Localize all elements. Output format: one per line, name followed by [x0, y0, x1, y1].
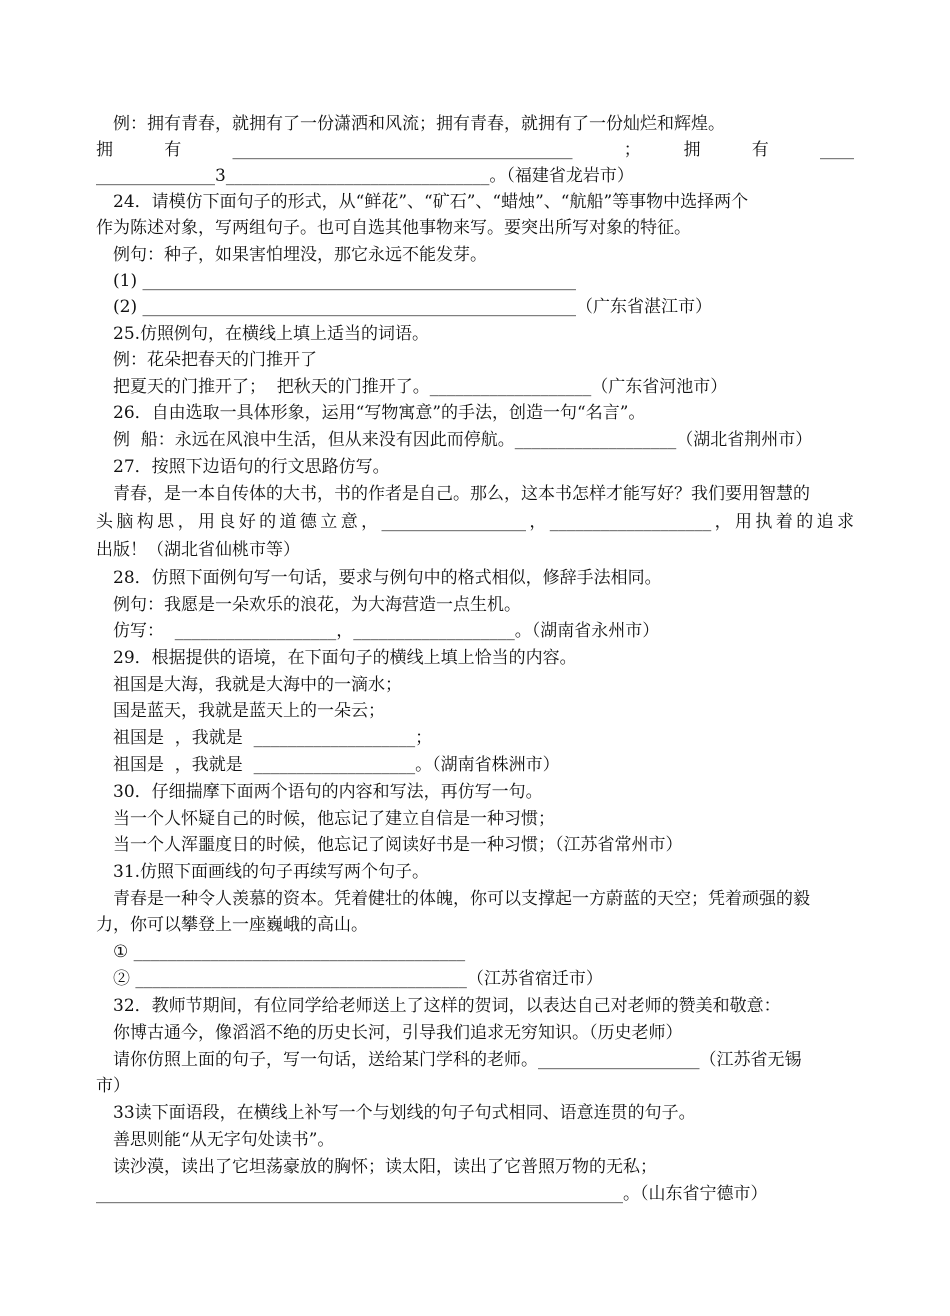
text-line: 例句：我愿是一朵欢乐的浪花，为大海营造一点生机。 — [113, 595, 521, 615]
text-line: ______________3_______________________________。（福建省龙岩市） — [96, 166, 634, 186]
text-line: 31.仿照下面画线的句子再续写两个句子。 — [113, 862, 430, 882]
text-line: 青春，是一本自传体的大书，书的作者是自己。那么，这本书怎样才能写好？我们要用智慧的 — [113, 484, 810, 504]
text-line: 祖国是 ，我就是 ___________________； — [113, 728, 433, 748]
text-line: 市） — [96, 1076, 130, 1096]
text-line: 仿写： ___________________，___________________。（湖南省永州市） — [113, 621, 660, 641]
text-line: 读沙漠，读出了它坦荡豪放的胸怀；读太阳，读出了它普照万物的无私； — [113, 1157, 657, 1177]
text-line: 请你仿照上面的句子，写一句话，送给某门学科的老师。___________________（江苏省无锡 — [113, 1050, 802, 1070]
text-line: 30．仔细揣摩下面两个语句的内容和写法，再仿写一句。 — [113, 782, 543, 802]
text-line: 力，你可以攀登上一座巍峨的高山。 — [96, 915, 368, 935]
text-line: (2) ___________________________________________________（广东省湛江市） — [113, 297, 712, 317]
text-line: 28．仿照下面例句写一句话，要求与例句中的格式相似，修辞手法相同。 — [113, 568, 662, 588]
text-line: 祖国是大海，我就是大海中的一滴水； — [113, 675, 402, 695]
text-line: 当一个人怀疑自己的时候，他忘记了建立自信是一种习惯； — [113, 809, 555, 829]
text-line: 青春是一种令人羡慕的资本。凭着健壮的体魄，你可以支撑起一方蔚蓝的天空；凭着顽强的毅 — [113, 889, 810, 909]
text-line: 例：拥有青春，就拥有了一份潇洒和风流；拥有青春，就拥有了一份灿烂和辉煌。 — [113, 114, 725, 134]
text-line: 例 船：永远在风浪中生活，但从来没有因此而停航。___________________（湖北省荆州市） — [113, 430, 813, 450]
text-line: 27．按照下边语句的行文思路仿写。 — [113, 457, 390, 477]
text-line: 国是蓝天，我就是蓝天上的一朵云； — [113, 701, 385, 721]
text-line: 32．教师节期间，有位同学给老师送上了这样的贺词，以表达自己对老师的赞美和敬意： — [113, 996, 781, 1016]
text-line: 24．请模仿下面句子的形式，从“鲜花”、“矿石”、“蜡烛”、“航船”等事物中选择两个 — [113, 192, 749, 212]
text-line: 29．根据提供的语境，在下面句子的横线上填上恰当的内容。 — [113, 648, 577, 668]
text-line: 善思则能“从无字句处读书”。 — [113, 1130, 335, 1150]
text-line: ② _______________________________________（江苏省宿迁市） — [113, 969, 603, 989]
text-line: 把夏天的门推开了； 把秋天的门推开了。___________________（广东省河池市） — [113, 377, 728, 397]
text-line: (1) ___________________________________________________ — [113, 271, 576, 291]
text-line: 26．自由选取一具体形象，运用“写物寓意”的手法，创造一句“名言”。 — [113, 403, 646, 423]
text-line: 例：花朵把春天的门推开了 — [113, 350, 317, 370]
text-line: 33读下面语段，在横线上补写一个与划线的句子句式相同、语意连贯的句子。 — [113, 1103, 696, 1123]
text-line: 作为陈述对象，写两组句子。也可自选其他事物来写。要突出所写对象的特征。 — [96, 218, 691, 238]
text-line: 出版！（湖北省仙桃市等） — [96, 540, 300, 560]
text-line: 25.仿照例句，在横线上填上适当的词语。 — [113, 324, 430, 344]
text-line: 例句：种子，如果害怕埋没，那它永远不能发芽。 — [113, 245, 487, 265]
text-line: ① _______________________________________ — [113, 942, 466, 962]
text-line: 头脑构思，用良好的道德立意，_________________，___________________，用执着的追求 — [96, 512, 854, 532]
text-line: 你博古通今，像滔滔不绝的历史长河，引导我们追求无穷知识。（历史老师） — [113, 1023, 683, 1043]
text-line: ______________________________________________________________。（山东省宁德市） — [96, 1184, 768, 1204]
text-line: 拥 有 ________________________________________ ； 拥 有 ____ — [96, 140, 854, 160]
text-line: 当一个人浑噩度日的时候，他忘记了阅读好书是一种习惯；（江苏省常州市） — [113, 835, 683, 855]
text-line: 祖国是 ，我就是 ___________________。（湖南省株洲市） — [113, 755, 560, 775]
